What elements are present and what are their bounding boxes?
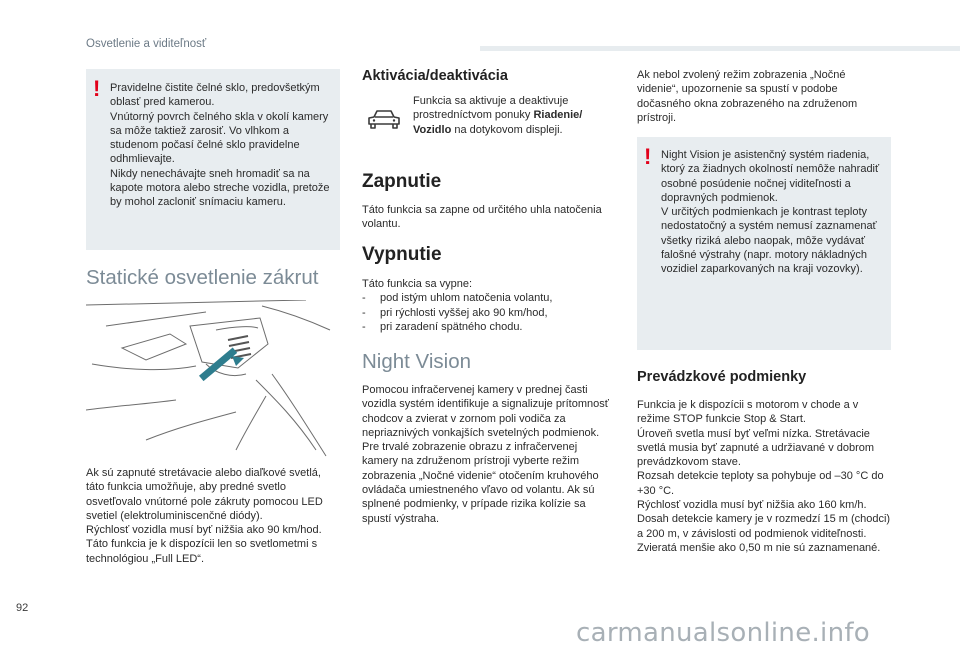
warning-text: Pravidelne čistite čelné sklo, predovšetkým oblasť pred kamerou. Vnútorný povrch čelného skla v okolí kamery sa môže taktiež zarosiť. Vo vlhkom a studenom počasí čelné sklo pravidelne odhmlievajte. Nikdy nenechávajte sneh hromadiť sa na kapote motora alebo streche vozidla, pretože by mohol zacloniť snímaciu kameru.: [110, 82, 330, 209]
switch-off-block: [362, 277, 612, 334]
activation-text-after: na dotykovom displeji.: [451, 123, 563, 136]
list-item: - pri zaradení spätného chodu.: [362, 320, 612, 334]
list-item: - pod istým uhlom natočenia volantu,: [362, 291, 612, 305]
page-number: 92: [16, 602, 29, 614]
switch-off-intro: Táto funkcia sa vypne:: [362, 278, 473, 290]
activation-text: [413, 94, 611, 137]
header-title: Osvetlenie a viditeľnosť: [86, 38, 207, 50]
switch-on-text: Táto funkcia sa zapne od určitého uhla natočenia volantu.: [362, 204, 602, 231]
car-icon: [366, 108, 402, 130]
warning-box-night-vision: [637, 137, 891, 350]
section-title-static-lighting: Statické osvetlenie zákrut: [86, 266, 319, 289]
headlight-illustration: [86, 300, 340, 458]
operating-conditions-text: Funkcia je k dispozícii s motorom v chode a v režime STOP funkcie Stop & Start. Úroveň svetla musí byť veľmi nízka. Stretávacie svetlá musia byť zapnuté a udržiavané v dobrom prevádzkovom stave. Rozsah detekcie teploty sa pohybuje od –30 °C do +30 °C. Rýchlosť vozidla musí byť nižšia ako 160 km/h. Dosah detekcie kamery je v rozmedzí 15 m (chodci) a 200 m, v závislosti od podmienok viditeľnosti. Zvieratá menšie ako 0,50 m nie sú zaznamenané.: [637, 399, 891, 554]
warning-text: Night Vision je asistenčný systém riadenia, ktorý za žiadnych okolností nemôže nahradiť osobné posúdenie nočnej viditeľnosti a dopravných podmienok. V určitých podmienkach je kontrast teploty nedostatočný a systém nemusí zaznamenať všetky riziká alebo naopak, môže vydávať falošné výstrahy (napr. motory nákladných vozidiel zaparkovaných na kraji vozovky).: [661, 149, 880, 276]
section-title-activation: Aktivácia/deaktivácia: [362, 68, 508, 84]
section-title-switch-off: Vypnutie: [362, 244, 442, 265]
section-title-night-vision: Night Vision: [362, 350, 472, 373]
exclamation-icon: !: [93, 76, 101, 101]
activation-text-before: Funkcia sa aktivuje a deaktivuje prostredníctvom ponuky: [413, 95, 569, 122]
switch-off-list: [362, 291, 612, 334]
section-title-operating-conditions: Prevádzkové podmienky: [637, 369, 807, 385]
header-bar: [480, 46, 960, 51]
section-title-switch-on: Zapnutie: [362, 171, 442, 192]
night-vision-text: Pomocou infračervenej kamery v prednej časti vozidla systém identifikuje a signalizuje prítomnosť chodcov a zvierat v zornom poli vodiča za nepriaznivých vonkajších svetelných podmienok. Pre trvalé zobrazenie obrazu z infračervenej kamery na združenom prístroji vyberte režim zobrazenia „Nočné videnie“ otočením kruhového ovládača umiestneného vľavo od volantu. Ak sú splnené podmienky, v prípade rizika kolízie sa spustí výstraha.: [362, 384, 609, 525]
warning-box-camera: [86, 69, 340, 250]
right-intro-text: Ak nebol zvolený režim zobrazenia „Nočné videnie“, upozornenie sa spustí v podobe dočasného okna zobrazeného na združenom prístroji.: [637, 69, 858, 124]
list-item: - pri rýchlosti vyššej ako 90 km/hod,: [362, 306, 612, 320]
static-lighting-text: Ak sú zapnuté stretávacie alebo diaľkové svetlá, táto funkcia umožňuje, aby predné svetlo osvetľovalo vnútorné pole zákruty pomocou LED svetiel (elektroluminiscenčné diódy). Rýchlosť vozidla musí byť nižšia ako 90 km/hod. Táto funkcia je k dispozícii len so svetlometmi s technológiou „Full LED“.: [86, 467, 323, 565]
exclamation-icon: !: [644, 144, 652, 169]
activation-menu-name: Riadenie/ Vozidlo: [413, 109, 583, 136]
watermark: carmanualsonline.info: [576, 618, 871, 648]
